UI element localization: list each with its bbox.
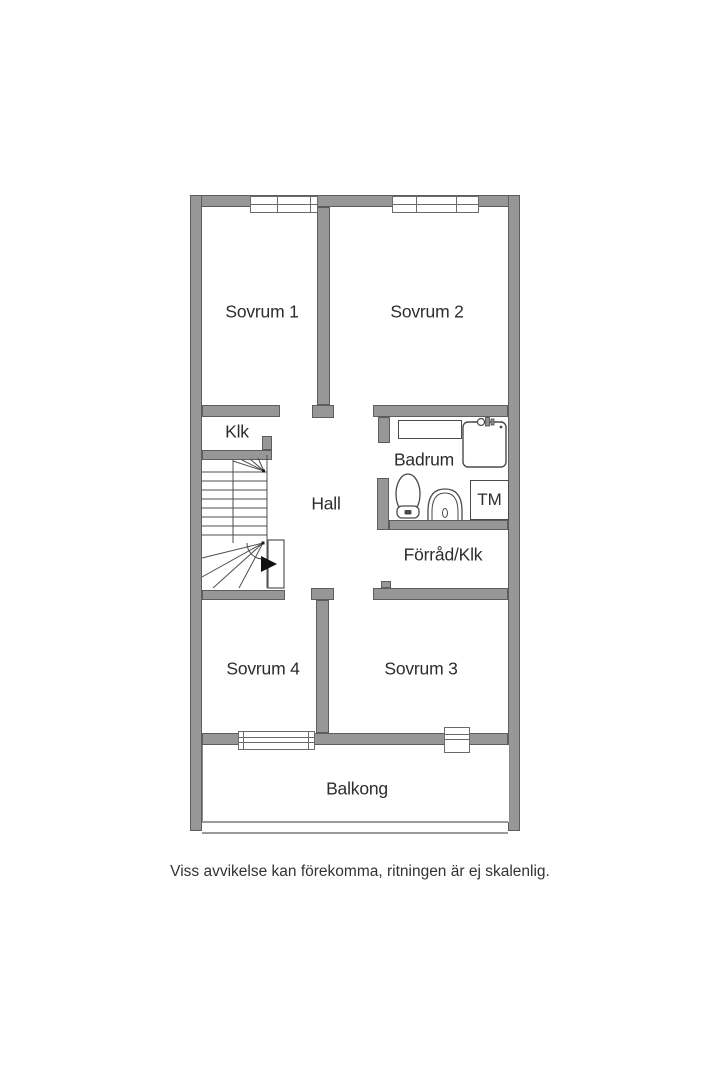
balcony-door-sovrum3-icon [444,727,470,753]
window-pane-line [251,204,317,205]
wall-outer-right [508,195,520,831]
washing-machine-box [470,480,509,520]
footnote: Viss avvikelse kan förekomma, ritningen är ej skalenlig. [170,863,550,880]
room-label-badrum: Badrum [393,449,455,470]
window-pane-line [393,204,478,205]
toilet-icon [396,474,420,518]
window-sovrum2-icon [392,196,479,213]
wall-sovrum1-bottom [202,405,280,417]
window-mullion [310,197,311,212]
wall-hall-bottom [202,590,285,600]
wall-forrad-bottom [373,588,508,600]
shower-icon [461,415,509,470]
window-pane-line [239,737,314,738]
washing-machine-label: TM [477,490,502,509]
room-label-klk: Klk [225,421,249,442]
room-label-sovrum4: Sovrum 4 [226,658,300,679]
room-label-sovrum1: Sovrum 1 [225,301,299,322]
room-label-sovrum2: Sovrum 2 [390,301,464,322]
wall-divider-sovrum4-sovrum3-foot [311,588,334,600]
window-sovrum4-icon [238,731,315,750]
door-frame-line [445,739,469,740]
window-mullion [243,732,244,749]
room-label-forrad-klk: Förråd/Klk [403,544,483,565]
wall-divider-sovrum4-sovrum3 [316,600,329,733]
wall-badrum-door-jamb [378,417,390,443]
wall-klk-stub [262,436,272,450]
toilet-and-sink-icons [393,473,463,521]
door-frame-line [445,734,469,735]
wall-badrum-forrad-divider [389,520,508,530]
window-pane-line [239,742,314,743]
room-label-sovrum3: Sovrum 3 [384,658,458,679]
wall-divider-sovrum1-sovrum2-foot [312,405,334,418]
wall-divider-sovrum1-sovrum2 [317,207,330,405]
balcony-railing [202,821,508,834]
bathroom-counter-icon [398,420,462,439]
staircase-icon [200,452,288,590]
wall-forrad-bump [381,581,391,588]
window-mullion [416,197,417,212]
room-label-hall: Hall [311,493,341,514]
window-sovrum1-icon [250,196,318,213]
window-mullion [308,732,309,749]
sink-icon [428,489,462,520]
room-label-balkong: Balkong [326,778,388,799]
window-mullion [456,197,457,212]
wall-badrum-west-stub [377,478,389,530]
window-mullion [277,197,278,212]
